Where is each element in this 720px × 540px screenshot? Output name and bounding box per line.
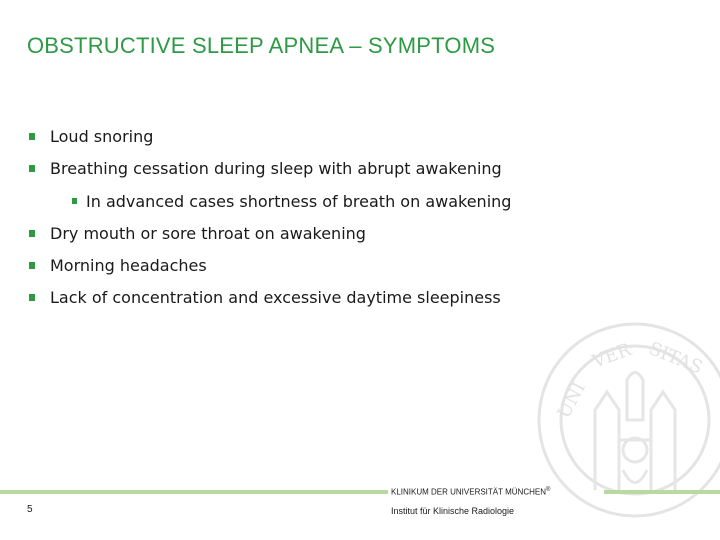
bullet-item xyxy=(50,288,501,307)
bullet-square-icon xyxy=(29,230,35,237)
bullet-square-icon xyxy=(72,198,77,204)
bullet-item xyxy=(50,159,502,178)
bullet-text: Morning headaches xyxy=(50,256,207,275)
sub-bullet-item xyxy=(86,192,511,211)
bullet-square-icon xyxy=(29,165,35,172)
bullet-item xyxy=(50,256,207,275)
svg-text:UNI: UNI xyxy=(553,378,590,423)
bullet-text: Breathing cessation during sleep with abrupt awakening xyxy=(50,159,502,178)
page-number: 5 xyxy=(27,504,33,515)
svg-text:SITAS: SITAS xyxy=(645,338,706,379)
bullet-item xyxy=(50,224,366,243)
registered-mark: ® xyxy=(545,487,551,493)
bullet-text: Loud snoring xyxy=(50,127,154,146)
bullet-square-icon xyxy=(29,294,35,301)
bullet-text: In advanced cases shortness of breath on awakening xyxy=(86,192,512,211)
bullet-square-icon xyxy=(29,262,35,269)
bullet-square-icon xyxy=(29,133,35,140)
footer-institute: Institut für Klinische Radiologie xyxy=(391,506,515,516)
svg-text:VER: VER xyxy=(589,339,635,373)
footer-brand xyxy=(391,487,550,497)
footer-divider xyxy=(0,490,720,494)
bullet-text: Lack of concentration and excessive daytime sleepiness xyxy=(50,288,501,307)
footer-brand-text: KLINIKUM DER UNIVERSITÄT MÜNCHEN xyxy=(391,487,546,497)
bullet-text: Dry mouth or sore throat on awakening xyxy=(50,224,366,243)
slide-title: OBSTRUCTIVE SLEEP APNEA – SYMPTOMS xyxy=(27,33,496,58)
bullet-item xyxy=(50,127,153,146)
